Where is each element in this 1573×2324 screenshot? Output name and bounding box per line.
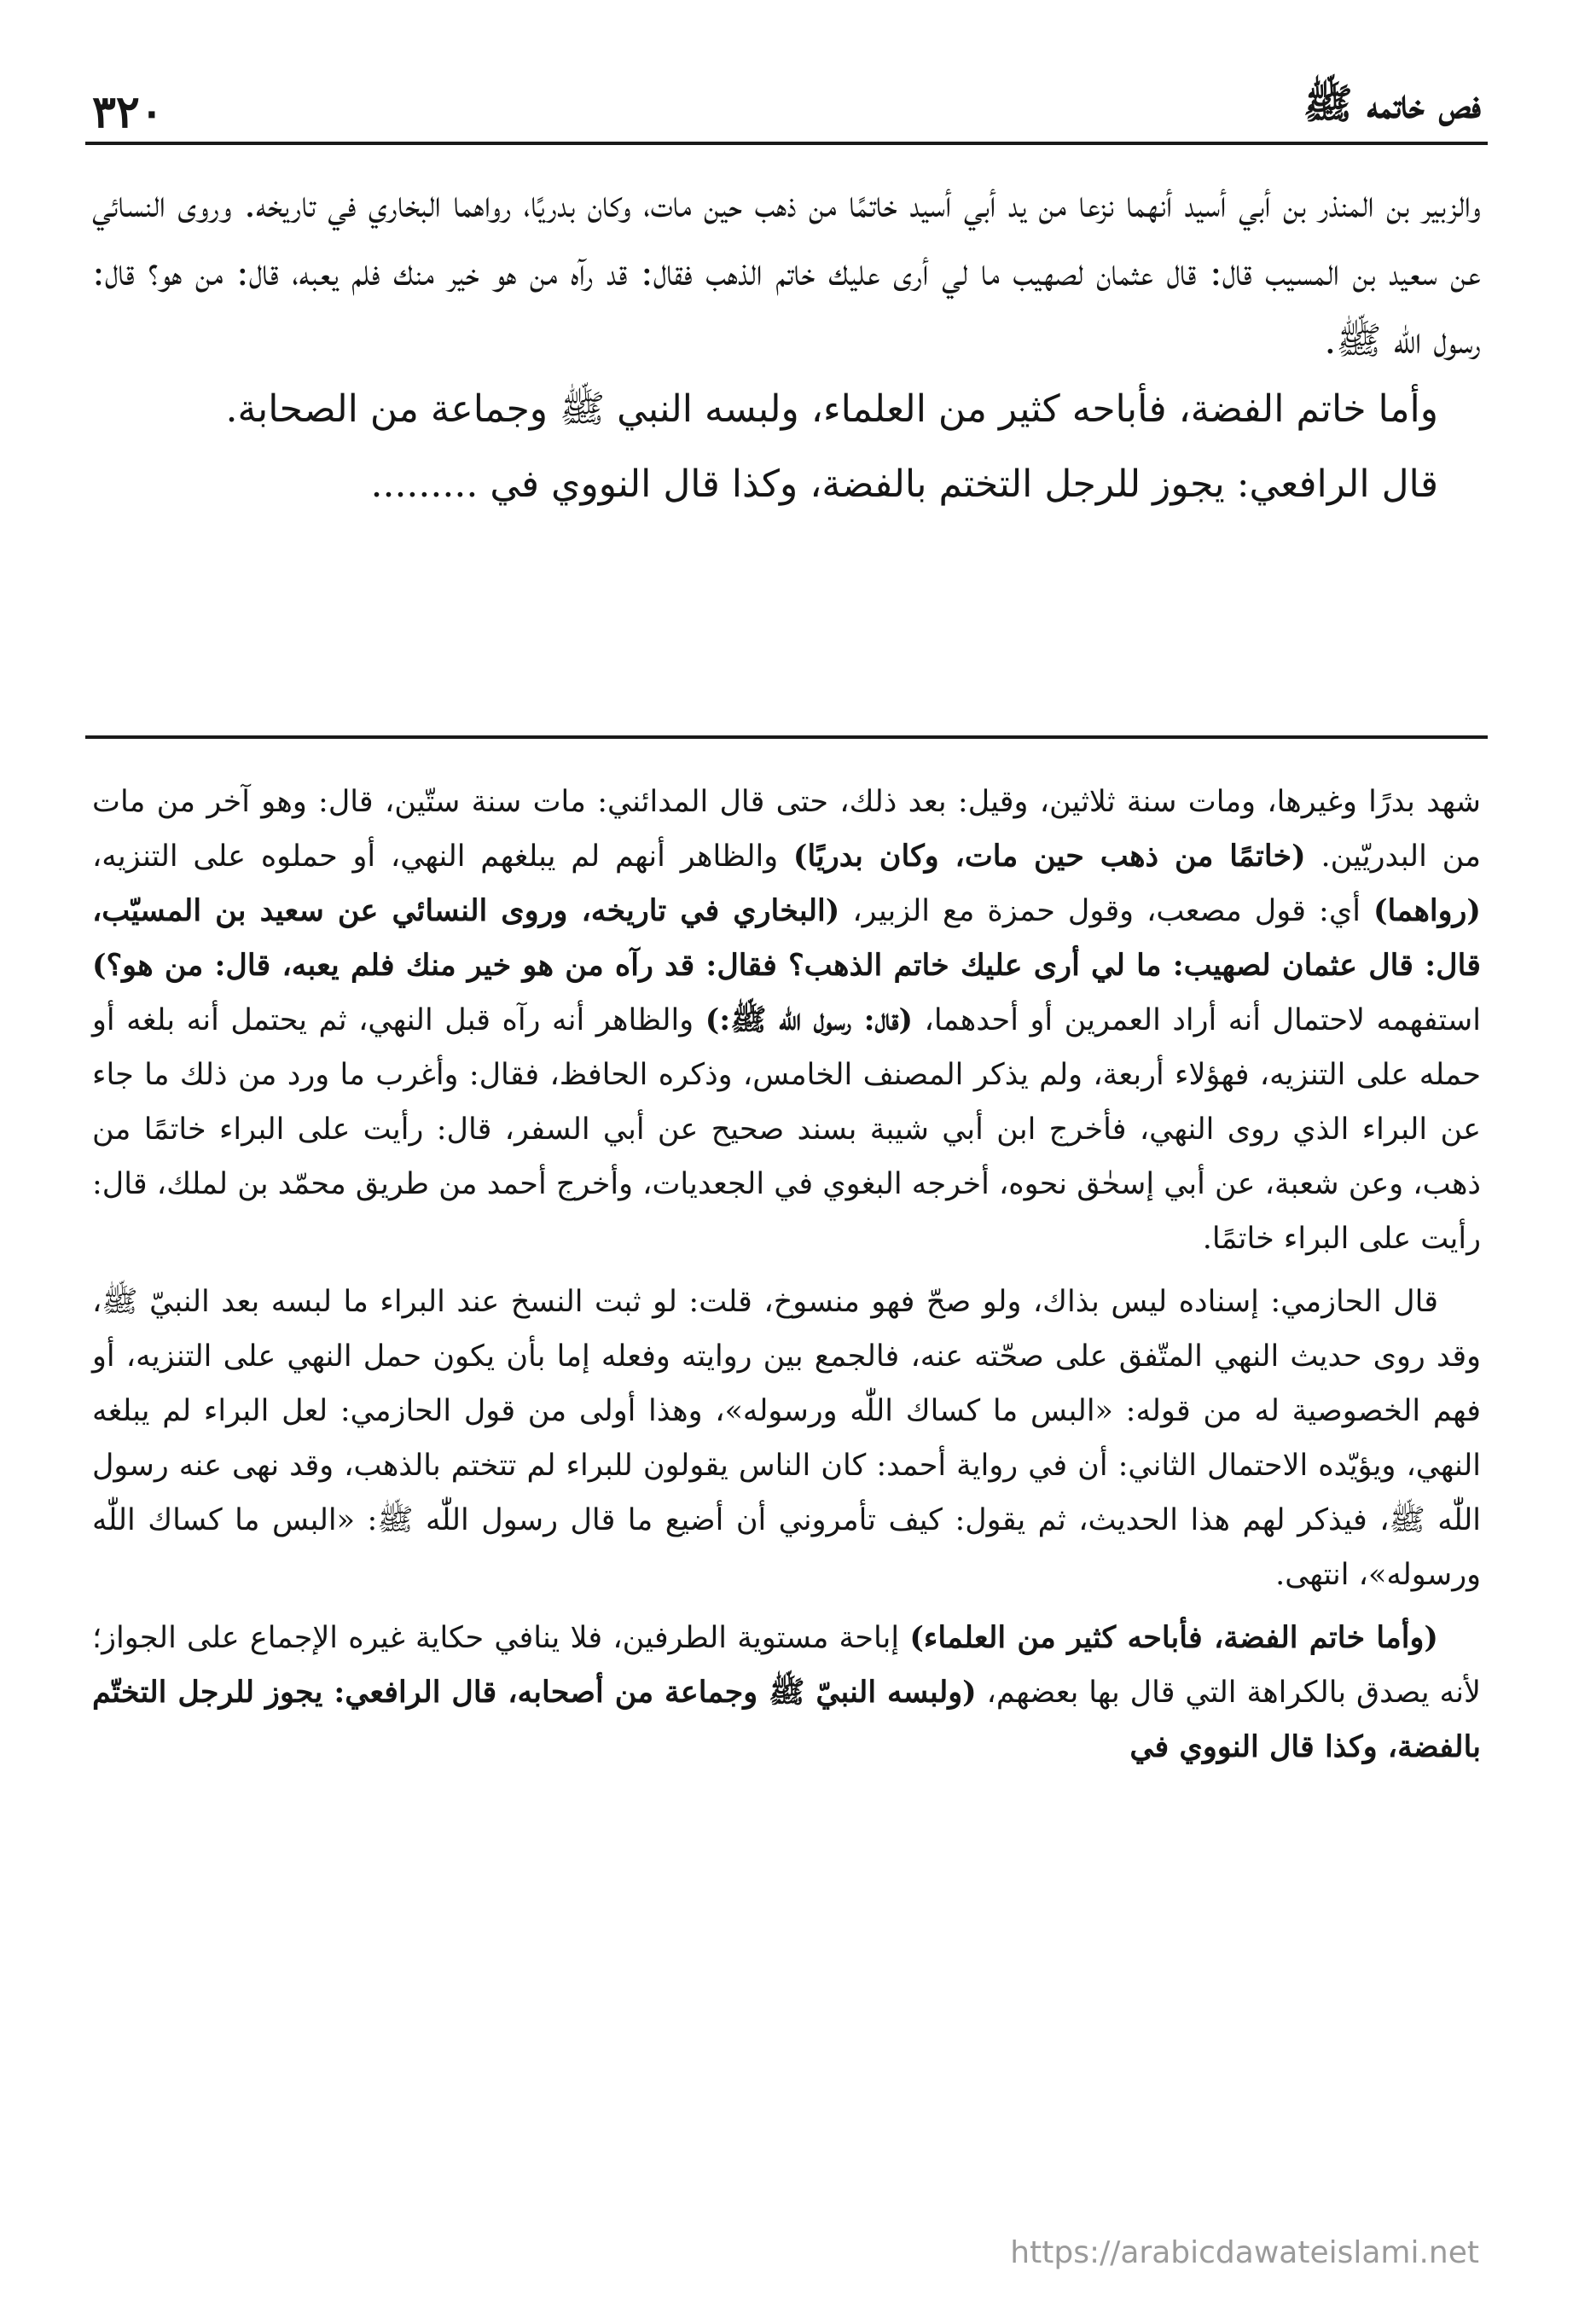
quoted-matn-run: (قال: رسول اللّٰه ﷺ:): [705, 1002, 914, 1037]
main-paragraph-1: والزبير بن المنذر بن أبي أسيد أنهما نزعا من يد أبي أسيد خاتمًا من ذهب حين مات، وكان بدريًا، رواهما البخاري في تاريخه. وروى النسائي عن سعيد بن المسيب قال: قال عثمان لصهيب ما لي أرى عليك خاتم الذهب فقال: قد رآه من هو خير منك فلم يعبه، قال: من هو؟ قال: رسول الله ﷺ.: [92, 183, 1481, 363]
commentary-paragraph-2: قال الحازمي: إسناده ليس بذاك، ولو صحّ فهو منسوخ، قلت: لو ثبت النسخ عند البراء ما لبسه بعد النبيّ ﷺ، وقد روى حديث النهي المتّفق على صحّته عنه، فالجمع بين روايته وفعله إما بأن يكون حمل النهي على التنزيه، أو فهم الخصوصية له من قوله: «البس ما كساك اللّٰه ورسوله»، وهذا أولى من قول الحازمي: لعل البراء لم يبلغه النهي، ويؤيّده الاحتمال الثاني: أن في رواية أحمد: كان الناس يقولون للبراء لم تتختم بالذهب، وقد نهى عنه رسول اللّٰه ﷺ، فيذكر لهم هذا الحديث، ثم يقول: كيف تأمروني أن أضيع ما قال رسول اللّٰه ﷺ: «البس ما كساك اللّٰه ورسوله»، انتهى.: [92, 1285, 1481, 1592]
commentary-paragraph-3: [92, 1611, 1481, 1775]
quoted-matn-run: (البخاري في تاريخه، وروى النسائي عن سعيد بن المسيّب، قال: قال عثمان لصهيب: ما لي أرى عليك خاتم الذهب؟ فقال: قد رآه من هو خير منك فلم يعبه، قال: من هو؟): [92, 893, 1481, 983]
quoted-matn-run: (خاتمًا من ذهب حين مات، وكان بدريًا): [792, 839, 1306, 874]
commentary-paragraph-1: [92, 775, 1481, 1266]
commentary-run: والظاهر أنه رآه قبل النهي، ثم يحتمل أنه بلغه أو حمله على التنزيه، فهؤلاء أربعة، ولم يذكر المصنف الخامس، وذكره الحافظ، فقال: وأغرب ما ورد من ذلك ما جاء عن البراء الذي روى النهي، فأخرج ابن أبي شيبة بسند صحيح عن أبي السفر، قال: رأيت على البراء خاتمًا من ذهب، وعن شعبة، عن أبي إسحٰق نحوه، أخرجه البغوي في الجعديات، وأخرج أحمد من طريق محمّد بن لملك، قال: رأيت على البراء خاتمًا.: [92, 1003, 1481, 1256]
main-paragraph-2: وأما خاتم الفضة، فأباحه كثير من العلماء، ولبسه النبي ﷺ وجماعة من الصحابة.: [225, 387, 1438, 431]
quoted-matn-run: (وأما خاتم الفضة، فأباحه كثير من العلماء): [909, 1620, 1438, 1655]
commentary-divider: [85, 735, 1488, 739]
commentary-run: إباحة مستوية الطرفين، فلا ينافي حكاية غيره الإجماع على الجواز؛ لأنه يصدق بالكراهة التي قال بها بعضهم،: [92, 1621, 1482, 1710]
main-text: [92, 171, 1481, 519]
commentary-run: استفهمه لاحتمال أنه أراد العمرين أو أحدهما،: [913, 1003, 1481, 1037]
main-paragraph-3: قال الرافعي: يجوز للرجل التختم بالفضة، وكذا قال النووي في .........: [370, 462, 1438, 506]
header-rule: [85, 142, 1488, 145]
watermark-url: https://arabicdawateislami.net: [1010, 2235, 1479, 2270]
quoted-matn-run: (رواهما): [1373, 893, 1481, 928]
commentary-run: والظاهر أنهم لم يبلغهم النهي، أو حملوه على التنزيه،: [92, 840, 793, 874]
commentary-run: أي: قول مصعب، وقول حمزة مع الزبير،: [839, 894, 1373, 928]
page-header: [92, 53, 1481, 138]
running-head-title: فص خاتمه ﷺ: [1303, 80, 1481, 128]
quoted-matn-run: (ولبسه النبيّ ﷺ وجماعة من أصحابه، قال الرافعي: يجوز للرجل التختّم بالفضة، وكذا قال النووي في: [92, 1675, 1481, 1764]
commentary-text: [92, 775, 1481, 1783]
commentary-run: شهد بدرًا وغيرها، ومات سنة ثلاثين، وقيل: بعد ذلك، حتى قال المدائني: مات سنة ستّين، قال: وهو آخر من مات من البدريّين.: [92, 785, 1481, 874]
page-number: ٣٢٠: [92, 86, 164, 138]
